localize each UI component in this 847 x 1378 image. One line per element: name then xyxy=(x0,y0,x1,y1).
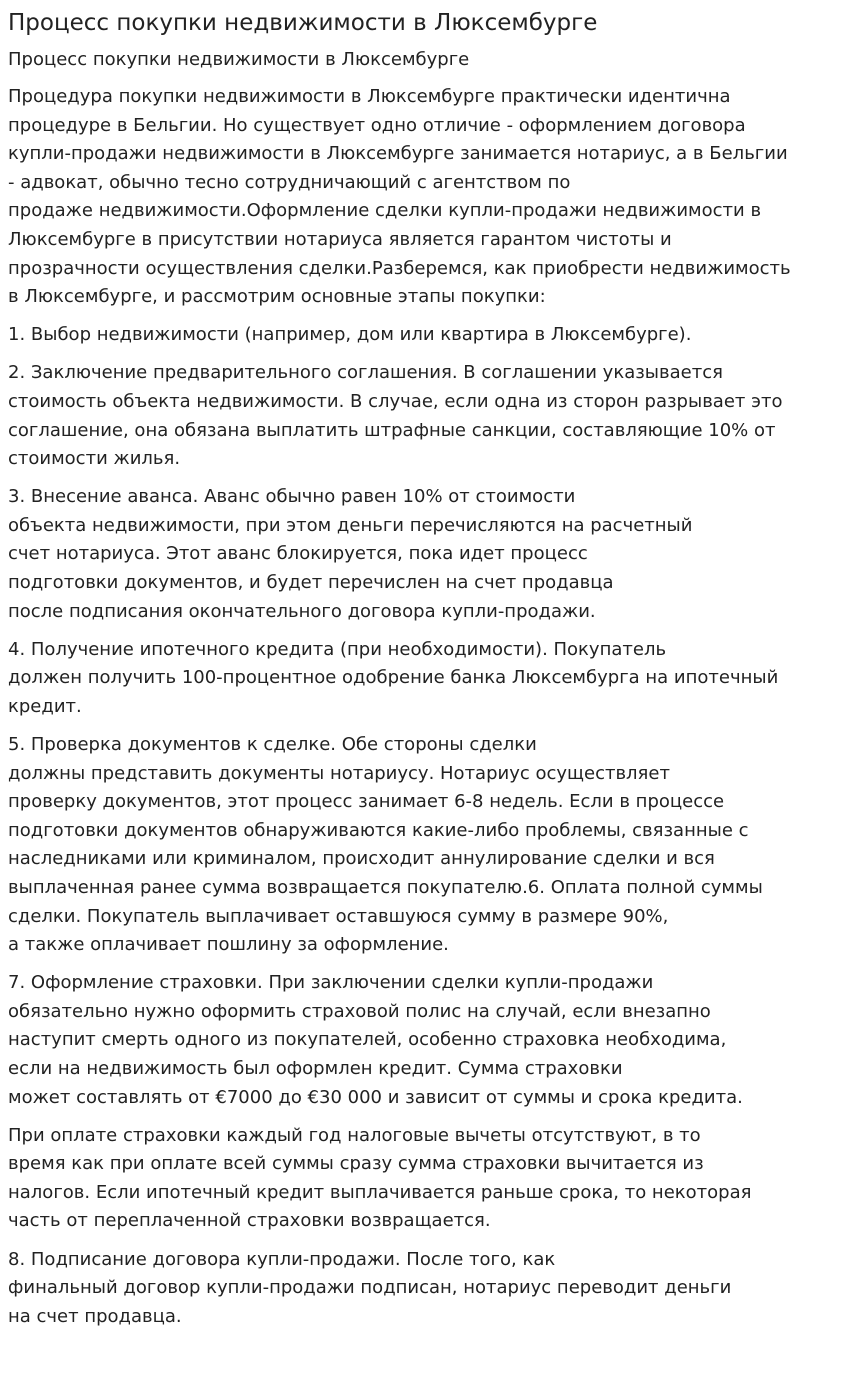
step-7-paragraph: 7. Оформление страховки. При заключении сделки купли-продажи обязательно нужно оформить страховой полис на случай, если внезапно наступит смерть одного из покупателей, особенно страховка необходима, если на недвижимость был оформлен кредит. Сумма страховки может составлять от €7000 до €30 000 и зависит от суммы и срока кредита. xyxy=(8,972,743,1108)
step-4-paragraph: 4. Получение ипотечного кредита (при необходимости). Покупатель должен получить 100-процентное одобрение банка Люксембурга на ипотечный кредит. xyxy=(8,638,779,717)
step-5-6-paragraph: 5. Проверка документов к сделке. Обе стороны сделки должны представить документы нотариусу. Нотариус осуществляет проверку документов, этот процесс занимает 6-8 недель. Если в процессе подготовки документов обнаруживаются какие-либо проблемы, связанные с наследниками или криминалом, происходит аннулирование сделки и вся выплаченная ранее сумма возвращается покупателю.6. Оплата полной суммы сделки. Покупатель выплачивает оставшуюся сумму в размере 90%, а также оплачивает пошлину за оформление. xyxy=(8,733,763,956)
step-2-paragraph: 2. Заключение предварительного соглашения. В соглашении указывается стоимость объекта недвижимости. В случае, если одна из сторон разрывает это соглашение, она обязана выплатить штрафные санкции, составляющие 10% от стоимости жилья. xyxy=(8,362,783,470)
step-8-paragraph: 8. Подписание договора купли-продажи. После того, как финальный договор купли-продажи подписан, нотариус переводит деньги на счет продавца. xyxy=(8,1248,732,1327)
page-title: Процесс покупки недвижимости в Люксембурге xyxy=(8,10,598,36)
intro-paragraph: Процедура покупки недвижимости в Люксембурге практически идентична процедуре в Бельгии. Но существует одно отличие - оформлением договора купли-продажи недвижимости в Люксембурге занимается нотариус, а в Бельгии - адвокат, обычно тесно сотрудничающий с агентством по продаже недвижимости.Оформление сделки купли-продажи недвижимости в Люксембурге в присутствии нотариуса является гарантом чистоты и прозрачности осуществления сделки.Разберемся, как приобрести недвижимость в Люксембурге, и рассмотрим основные этапы покупки: xyxy=(8,86,791,308)
step-1-paragraph: 1. Выбор недвижимости (например, дом или квартира в Люксембурге). xyxy=(8,324,692,346)
insurance-note-paragraph: При оплате страховки каждый год налоговые вычеты отсутствуют, в то время как при оплате всей суммы сразу сумма страховки вычитается из налогов. Если ипотечный кредит выплачивается раньше срока, то некоторая часть от переплаченной страховки возвращается. xyxy=(8,1124,752,1232)
step-3-paragraph: 3. Внесение аванса. Аванс обычно равен 10% от стоимости объекта недвижимости, при этом деньги перечисляются на расчетный счет нотариуса. Этот аванс блокируется, пока идет процесс подготовки документов, и будет перечислен на счет продавца после подписания окончательного договора купли-продажи. xyxy=(8,486,693,622)
article-subtitle: Процесс покупки недвижимости в Люксембурге xyxy=(8,49,470,70)
